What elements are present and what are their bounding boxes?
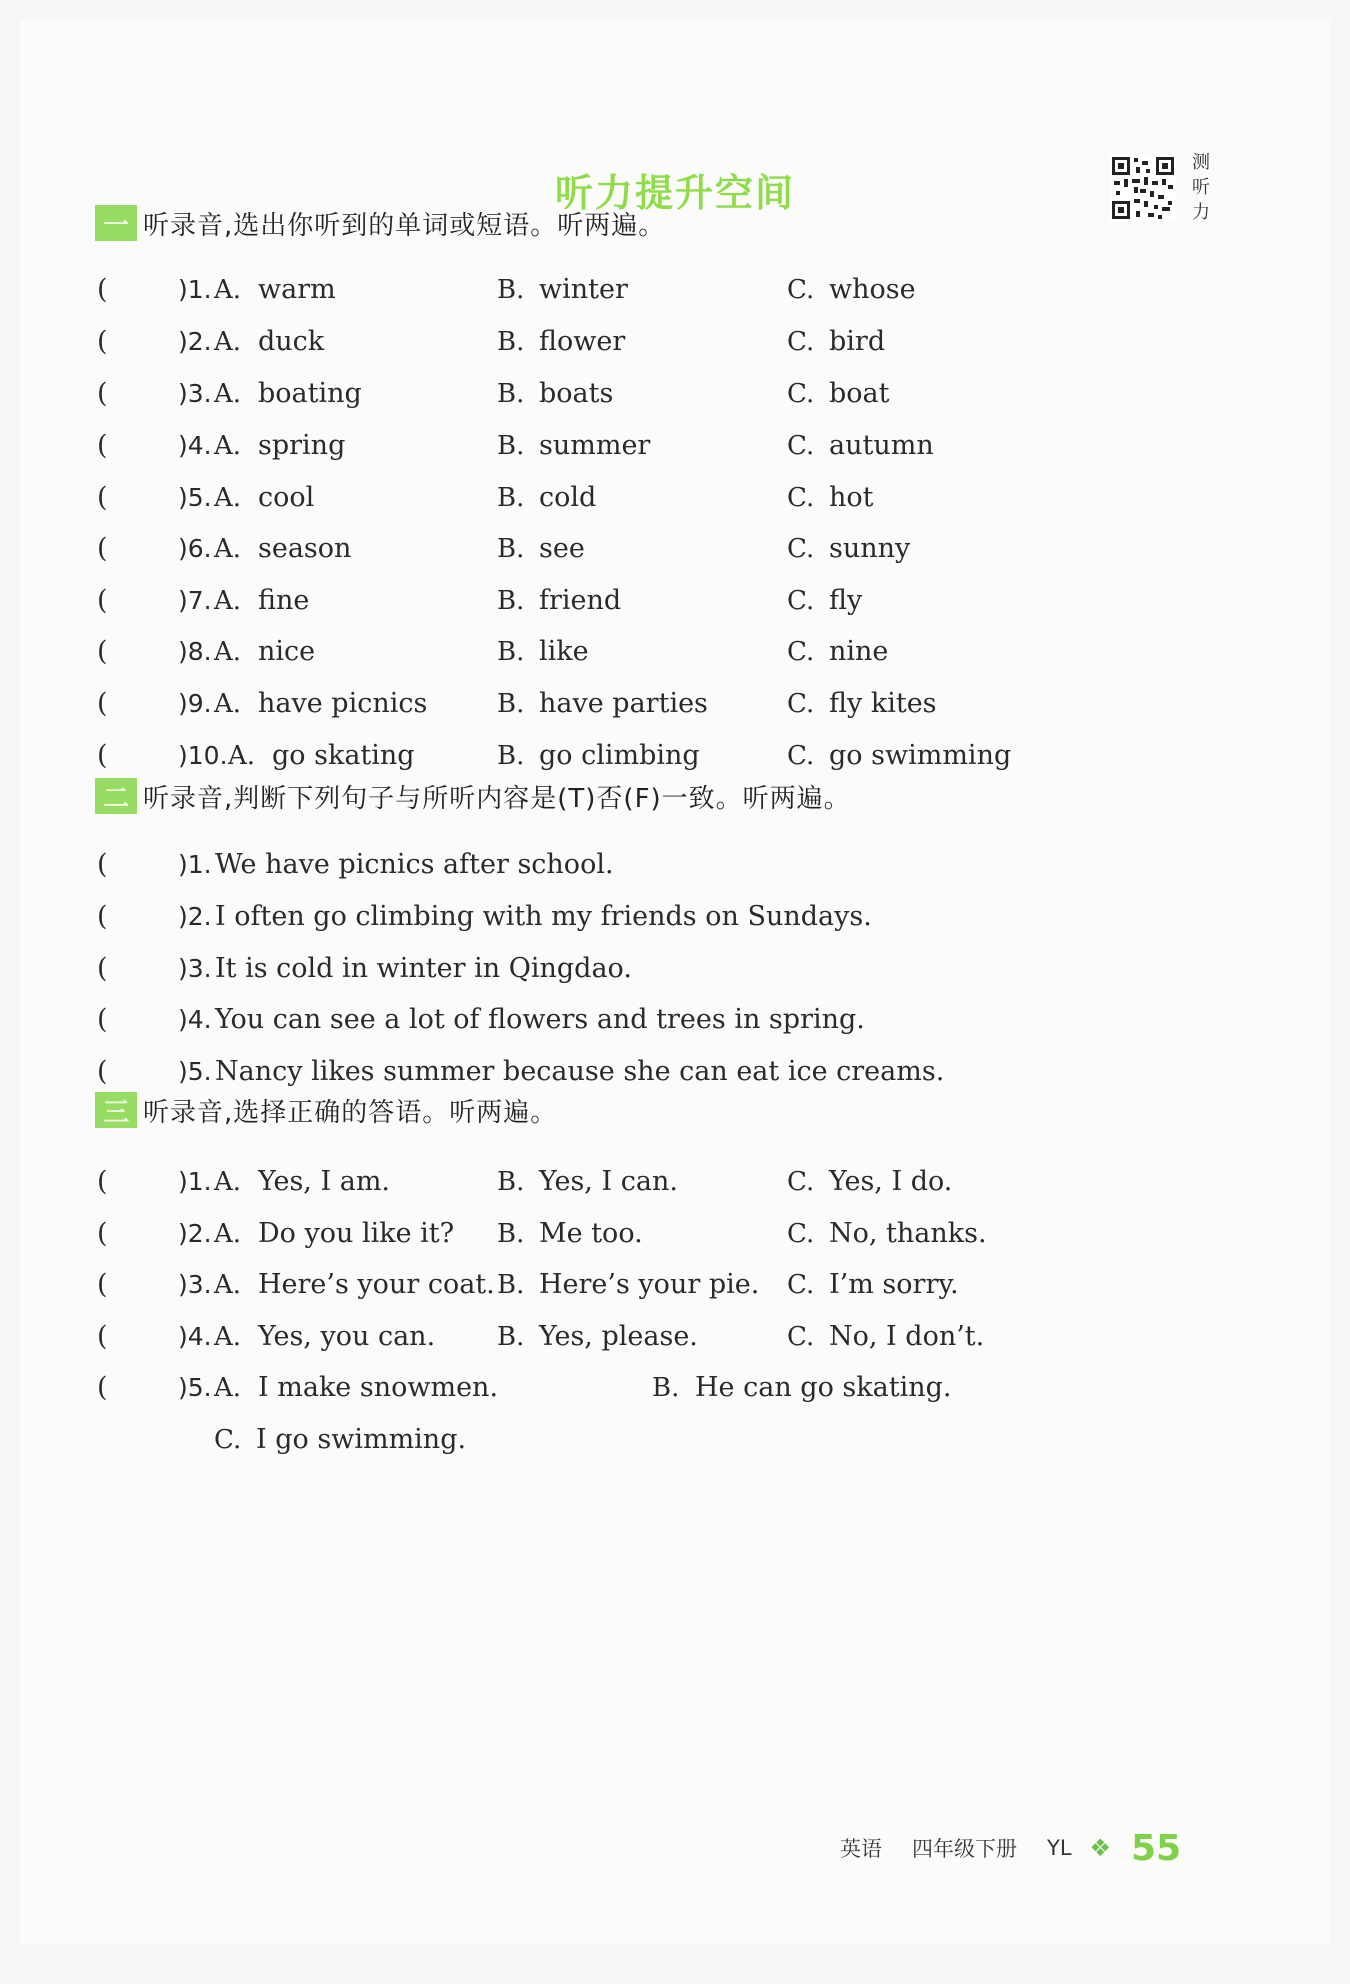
option-c: No, thanks.: [829, 1218, 987, 1249]
answer-paren[interactable]: (: [97, 1004, 108, 1035]
section1-instruction: 听录音,选出你听到的单词或短语。听两遍。: [143, 210, 666, 241]
footer-subject: 英语: [840, 1837, 882, 1861]
section2-heading: [95, 776, 851, 816]
option-a: warm: [258, 274, 336, 305]
answer-paren[interactable]: (: [97, 1166, 108, 1197]
question-row: [20, 632, 1330, 672]
question-number: )9.: [178, 689, 212, 718]
option-b: summer: [539, 430, 651, 461]
option-b-letter: B.: [497, 379, 525, 409]
question-number: )3.: [178, 379, 212, 408]
option-a: season: [258, 533, 352, 564]
answer-paren[interactable]: (: [97, 1372, 108, 1403]
option-a-letter: A.: [228, 741, 256, 771]
option-a: duck: [258, 326, 325, 357]
option-b-letter: B.: [497, 431, 525, 461]
option-b: He can go skating.: [695, 1372, 952, 1403]
question-number: )2.: [178, 902, 212, 931]
question-row: [20, 1214, 1330, 1254]
question-number: )3.: [178, 1270, 212, 1299]
statement-text: It is cold in winter in Qingdao.: [215, 953, 632, 984]
option-c-letter: C.: [787, 1270, 815, 1300]
option-b-letter: B.: [497, 637, 525, 667]
option-b-letter: B.: [497, 586, 525, 616]
question-row: [20, 478, 1330, 518]
question-number: )1.: [178, 1167, 212, 1196]
section3-heading: [95, 1090, 557, 1130]
question-number: )7.: [178, 586, 212, 615]
statement-text: You can see a lot of flowers and trees in spring.: [215, 1004, 865, 1035]
option-b-letter: B.: [497, 483, 525, 513]
question-row: [20, 1162, 1330, 1202]
option-b: boats: [539, 378, 614, 409]
option-c: whose: [829, 274, 916, 305]
answer-paren[interactable]: (: [97, 636, 108, 667]
qr-code-icon: [1110, 155, 1176, 221]
option-c-letter: C.: [787, 275, 815, 305]
option-c-letter: C.: [787, 431, 815, 461]
option-a: go skating: [272, 740, 415, 771]
option-c: nine: [829, 636, 889, 667]
page-footer: [840, 1828, 1181, 1868]
option-a-letter: A.: [214, 586, 242, 616]
option-b: Me too.: [539, 1218, 643, 1249]
option-a-letter: A.: [214, 689, 242, 719]
question-row: [20, 426, 1330, 466]
option-c-letter: C.: [787, 741, 815, 771]
option-b: friend: [539, 585, 622, 616]
option-a-letter: A.: [214, 275, 242, 305]
question-number: )4.: [178, 1005, 212, 1034]
answer-paren[interactable]: (: [97, 740, 108, 771]
question-row: [20, 529, 1330, 569]
option-a: Do you like it?: [258, 1218, 455, 1249]
option-c: I’m sorry.: [829, 1269, 959, 1300]
section2-instruction: 听录音,判断下列句子与所听内容是(T)否(F)一致。听两遍。: [143, 783, 851, 814]
option-b: go climbing: [539, 740, 700, 771]
option-a: Yes, you can.: [258, 1321, 436, 1352]
option-b: see: [539, 533, 585, 564]
option-c: Yes, I do.: [829, 1166, 953, 1197]
footer-grade: 四年级下册: [912, 1837, 1017, 1861]
option-c-letter: C.: [787, 1322, 815, 1352]
page-title: 听力提升空间: [554, 171, 795, 215]
question-row: [20, 897, 1330, 937]
answer-paren[interactable]: (: [97, 1269, 108, 1300]
option-b: like: [539, 636, 589, 667]
question-number: )5.: [178, 1057, 212, 1086]
question-row-continued: [20, 1420, 1330, 1460]
answer-paren[interactable]: (: [97, 953, 108, 984]
option-c: No, I don’t.: [829, 1321, 985, 1352]
option-b-letter: B.: [497, 275, 525, 305]
option-a-letter: A.: [214, 1270, 242, 1300]
option-a: I make snowmen.: [258, 1372, 499, 1403]
option-a-letter: A.: [214, 483, 242, 513]
option-b: Here’s your pie.: [539, 1269, 760, 1300]
answer-paren[interactable]: (: [97, 430, 108, 461]
question-row: [20, 1265, 1330, 1305]
question-number: )6.: [178, 534, 212, 563]
answer-paren[interactable]: (: [97, 901, 108, 932]
question-row: [20, 1052, 1330, 1092]
answer-paren[interactable]: (: [97, 274, 108, 305]
option-a-letter: A.: [214, 1322, 242, 1352]
clover-icon: ❖: [1089, 1834, 1112, 1862]
option-c-letter: C.: [787, 1167, 815, 1197]
question-row: [20, 736, 1330, 776]
option-c: I go swimming.: [256, 1424, 467, 1455]
option-c-letter: C.: [787, 586, 815, 616]
option-b: flower: [539, 326, 626, 357]
option-c: boat: [829, 378, 890, 409]
page-number: 55: [1131, 1827, 1182, 1869]
option-a-letter: A.: [214, 1373, 242, 1403]
question-number: )2.: [178, 327, 212, 356]
option-c: hot: [829, 482, 874, 513]
question-number: )8.: [178, 637, 212, 666]
option-b-letter: B.: [497, 327, 525, 357]
answer-paren[interactable]: (: [97, 1056, 108, 1087]
option-a-letter: A.: [214, 379, 242, 409]
option-b-letter: B.: [497, 689, 525, 719]
answer-paren[interactable]: (: [97, 326, 108, 357]
option-b: Yes, please.: [539, 1321, 698, 1352]
answer-paren[interactable]: (: [97, 849, 108, 880]
question-row: [20, 1000, 1330, 1040]
qr-label: 测 听 力: [1192, 152, 1210, 223]
statement-text: I often go climbing with my friends on Sundays.: [215, 901, 872, 932]
option-b: have parties: [539, 688, 708, 719]
option-a-letter: A.: [214, 637, 242, 667]
option-c-letter: C.: [787, 379, 815, 409]
section1-badge: 一: [95, 205, 137, 241]
option-c-letter: C.: [787, 534, 815, 564]
answer-paren[interactable]: (: [97, 688, 108, 719]
question-row: [20, 845, 1330, 885]
question-row: [20, 581, 1330, 621]
option-c: fly kites: [829, 688, 937, 719]
question-row: [20, 684, 1330, 724]
answer-paren[interactable]: (: [97, 482, 108, 513]
option-c-letter: C.: [214, 1425, 242, 1455]
question-number: )5.: [178, 1373, 212, 1402]
question-row: [20, 374, 1330, 414]
option-b-letter: B.: [497, 741, 525, 771]
option-c: bird: [829, 326, 886, 357]
worksheet-page: [20, 20, 1330, 1944]
option-c-letter: C.: [787, 1219, 815, 1249]
question-row: [20, 1368, 1330, 1408]
option-b-letter: B.: [497, 1219, 525, 1249]
section2-badge: 二: [95, 778, 137, 814]
question-number: )10.: [178, 741, 228, 770]
footer-edition: YL: [1047, 1836, 1072, 1860]
option-c-letter: C.: [787, 689, 815, 719]
option-a-letter: A.: [214, 327, 242, 357]
statement-text: Nancy likes summer because she can eat ice creams.: [215, 1056, 945, 1087]
option-b-letter: B.: [497, 1322, 525, 1352]
option-b-letter: B.: [652, 1373, 680, 1403]
option-a-letter: A.: [214, 431, 242, 461]
question-number: )4.: [178, 1322, 212, 1351]
option-a: Yes, I am.: [258, 1166, 391, 1197]
answer-paren[interactable]: (: [97, 533, 108, 564]
option-c: fly: [829, 585, 863, 616]
option-b-letter: B.: [497, 1270, 525, 1300]
question-row: [20, 322, 1330, 362]
question-number: )1.: [178, 275, 212, 304]
option-a: boating: [258, 378, 362, 409]
option-b-letter: B.: [497, 534, 525, 564]
option-a: cool: [258, 482, 315, 513]
question-row: [20, 949, 1330, 989]
option-b: cold: [539, 482, 597, 513]
option-c: sunny: [829, 533, 911, 564]
option-a-letter: A.: [214, 1219, 242, 1249]
statement-text: We have picnics after school.: [215, 849, 614, 880]
section3-badge: 三: [95, 1092, 137, 1128]
section3-instruction: 听录音,选择正确的答语。听两遍。: [143, 1097, 558, 1128]
question-number: )3.: [178, 954, 212, 983]
question-number: )1.: [178, 850, 212, 879]
option-b: winter: [539, 274, 628, 305]
question-number: )2.: [178, 1219, 212, 1248]
question-number: )5.: [178, 483, 212, 512]
option-c: go swimming: [829, 740, 1012, 771]
answer-paren[interactable]: (: [97, 378, 108, 409]
answer-paren[interactable]: (: [97, 1321, 108, 1352]
answer-paren[interactable]: (: [97, 585, 108, 616]
option-c: autumn: [829, 430, 934, 461]
option-a-letter: A.: [214, 534, 242, 564]
option-a: nice: [258, 636, 316, 667]
option-b: Yes, I can.: [539, 1166, 678, 1197]
question-row: [20, 1317, 1330, 1357]
question-row: [20, 270, 1330, 310]
option-c-letter: C.: [787, 327, 815, 357]
option-a: have picnics: [258, 688, 428, 719]
question-number: )4.: [178, 431, 212, 460]
option-a: spring: [258, 430, 346, 461]
option-a-letter: A.: [214, 1167, 242, 1197]
answer-paren[interactable]: (: [97, 1218, 108, 1249]
section1-heading: [95, 203, 665, 243]
option-a: Here’s your coat.: [258, 1269, 495, 1300]
option-c-letter: C.: [787, 637, 815, 667]
option-a: fine: [258, 585, 310, 616]
option-b-letter: B.: [497, 1167, 525, 1197]
option-c-letter: C.: [787, 483, 815, 513]
